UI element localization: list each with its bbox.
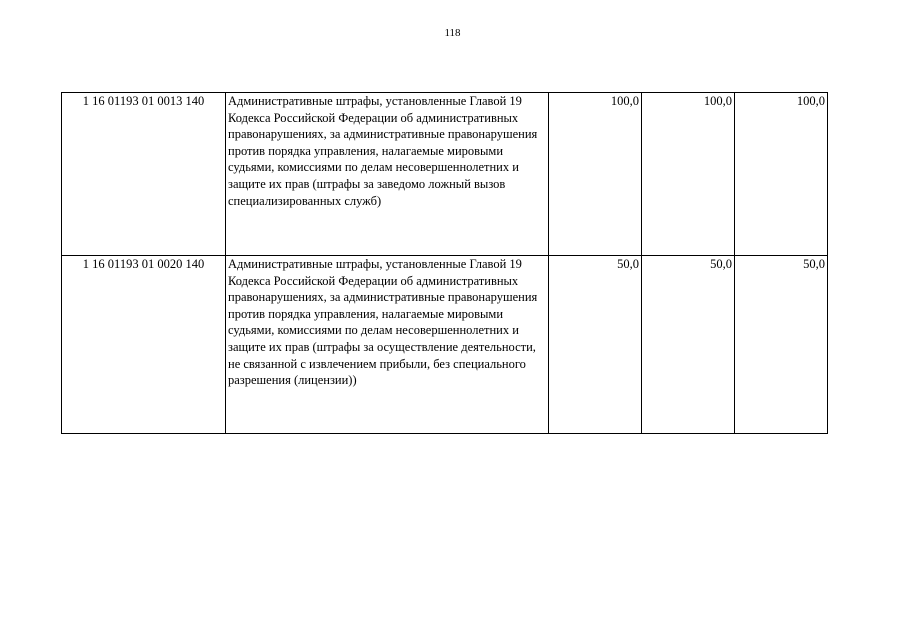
value-cell-year-1: 100,0: [549, 93, 642, 256]
table-row: [62, 256, 828, 434]
value-cell-year-2: 50,0: [642, 256, 735, 434]
table-row: [62, 93, 828, 256]
value-cell-year-2: 100,0: [642, 93, 735, 256]
budget-code-cell: 1 16 01193 01 0013 140: [62, 93, 226, 256]
budget-table: [61, 92, 828, 434]
description-cell: Административные штрафы, установленные Главой 19 Кодекса Российской Федерации об административных правонарушениях, за административные правонарушения против порядка управления, налагаемые мировыми судьями, комиссиями по делам несовершеннолетних и защите их прав (штрафы за заведомо ложный вызов специализированных служб): [226, 93, 549, 256]
description-cell: Административные штрафы, установленные Главой 19 Кодекса Российской Федерации об административных правонарушениях, за административные правонарушения против порядка управления, налагаемые мировыми судьями, комиссиями по делам несовершеннолетних и защите их прав (штрафы за осуществление деятельности, не связанной с извлечением прибыли, без специального разрешения (лицензии)): [226, 256, 549, 434]
value-cell-year-1: 50,0: [549, 256, 642, 434]
budget-code-cell: 1 16 01193 01 0020 140: [62, 256, 226, 434]
value-cell-year-3: 50,0: [735, 256, 828, 434]
value-cell-year-3: 100,0: [735, 93, 828, 256]
page-number: 118: [444, 27, 461, 39]
